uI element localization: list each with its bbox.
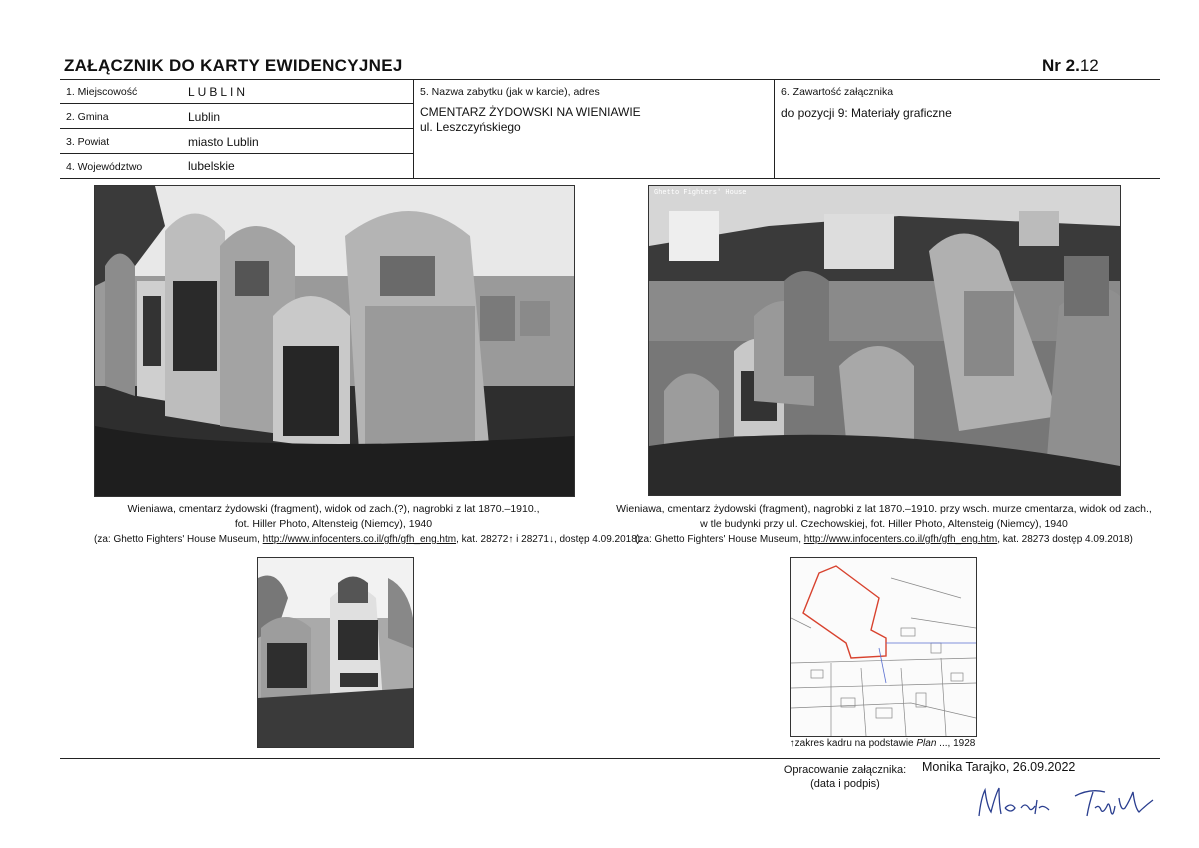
field-4-value: lubelskie — [188, 159, 235, 173]
document-number — [1042, 56, 1099, 76]
cemetery-photo-2-image — [649, 186, 1120, 495]
nr-bold: 2. — [1065, 56, 1080, 75]
field-1-value: LUBLIN — [188, 85, 249, 99]
signature — [975, 778, 1165, 823]
caption-left-link[interactable]: http://www.infocenters.co.il/gfh/gfh_eng.htm — [262, 534, 457, 545]
page-title: ZAŁĄCZNIK DO KARTY EWIDENCYJNEJ — [64, 56, 403, 75]
nr-prefix: Nr — [1042, 56, 1066, 75]
cemetery-photo-3 — [257, 557, 414, 748]
footer-value: Monika Tarajko, 26.09.2022 — [922, 760, 1076, 774]
caption-right — [600, 502, 1168, 547]
caption-left-line3 — [94, 532, 641, 547]
map-caption — [760, 736, 1005, 751]
footer-label-line2: (data i podpis) — [810, 778, 880, 790]
map-caption-post: ..., 1928 — [936, 738, 976, 749]
table-top-line — [60, 79, 1160, 80]
caption-right-link[interactable]: http://www.infocenters.co.il/gfh/gfh_eng.htm — [803, 534, 998, 545]
photo-2-overlay-text: Ghetto Fighters' House — [654, 189, 747, 197]
field-1-label: 1. Miejscowość — [66, 86, 138, 98]
field-2-value: Lublin — [188, 110, 221, 124]
field-3-label: 3. Powiat — [66, 136, 110, 148]
field-5-value-line2: ul. Leszczyńskiego — [420, 120, 521, 134]
caption-right-line3 — [600, 532, 1168, 547]
caption-left-catalog: , kat. 28272↑ i 28271↓, dostęp 4.09.2018) — [456, 534, 641, 545]
field-2-label: 2. Gmina — [66, 111, 109, 123]
signature-image — [975, 778, 1165, 823]
field-5-value-line1: CMENTARZ ŻYDOWSKI NA WIENIAWIE — [420, 105, 641, 119]
table-row-line-3 — [60, 153, 413, 154]
nr-rest: 12 — [1079, 56, 1099, 75]
caption-left-line2: fot. Hiller Photo, Altensteig (Niemcy), 1940 — [234, 518, 433, 530]
cemetery-photo-1 — [94, 185, 575, 497]
field-5-label: 5. Nazwa zabytku (jak w karcie), adres — [420, 86, 600, 98]
caption-left-source: (za: Ghetto Fighters' House Museum, — [94, 534, 263, 545]
table-row-line-1 — [60, 103, 413, 104]
field-6-label: 6. Zawartość załącznika — [781, 86, 894, 98]
cemetery-photo-3-image — [258, 558, 413, 747]
footer-line — [60, 758, 1160, 759]
caption-left-line1: Wieniawa, cmentarz żydowski (fragment), widok od zach.(?), nagrobki z lat 1870.–1910., — [127, 503, 540, 515]
caption-right-catalog: , kat. 28273 dostęp 4.09.2018) — [997, 534, 1133, 545]
footer-label-line1: Opracowanie załącznika: — [783, 764, 907, 776]
caption-right-line2: w tle budynki przy ul. Czechowskiej, fot. Hiller Photo, Altensteig (Niemcy), 1940 — [700, 518, 1068, 530]
map-caption-pre: ↑zakres kadru na podstawie — [789, 738, 917, 749]
caption-right-source: (za: Ghetto Fighters' House Museum, — [635, 534, 804, 545]
cemetery-photo-2 — [648, 185, 1121, 496]
table-divider-1 — [413, 79, 414, 178]
cadastral-map — [790, 557, 977, 737]
caption-left — [94, 502, 641, 547]
footer-label — [775, 763, 915, 791]
cadastral-map-image — [791, 558, 976, 736]
field-3-value: miasto Lublin — [188, 135, 259, 149]
cemetery-photo-1-image — [95, 186, 574, 496]
table-bottom-line — [60, 178, 1160, 179]
table-divider-2 — [774, 79, 775, 178]
map-caption-italic: Plan — [916, 738, 937, 749]
table-row-line-2 — [60, 128, 413, 129]
caption-right-line1: Wieniawa, cmentarz żydowski (fragment), nagrobki z lat 1870.–1910. przy wsch. murze cmentarza, widok od zach., — [616, 503, 1152, 515]
field-6-value: do pozycji 9: Materiały graficzne — [781, 106, 952, 120]
field-4-label: 4. Województwo — [66, 161, 143, 173]
